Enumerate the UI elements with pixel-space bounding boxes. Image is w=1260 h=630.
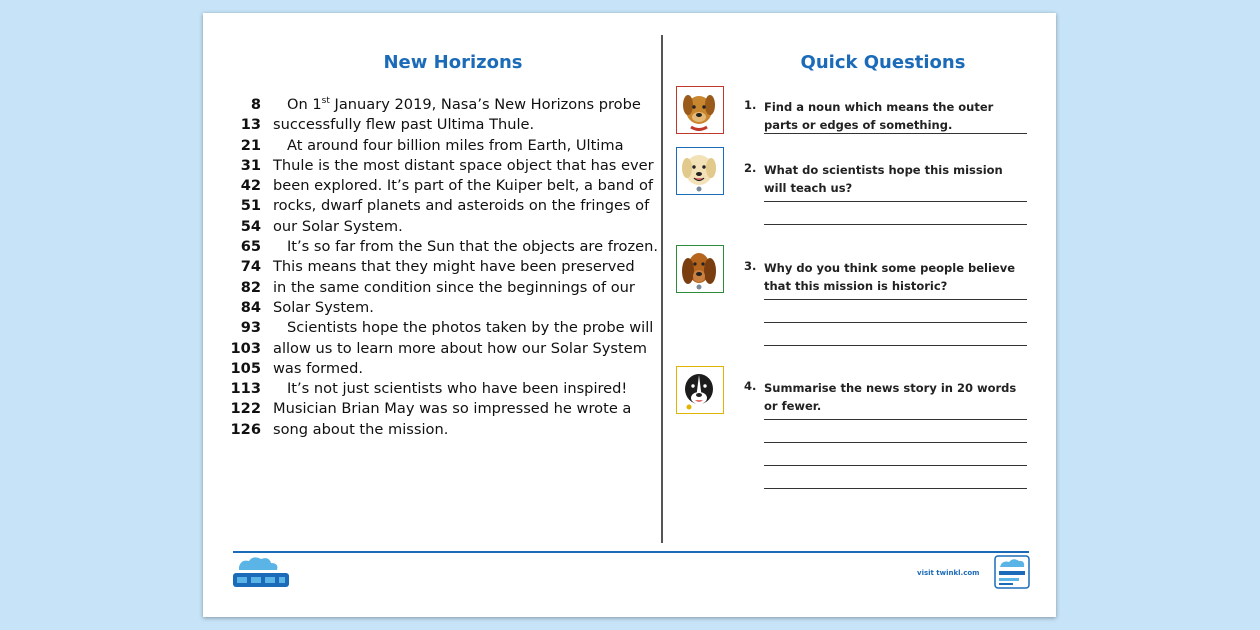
word-count: 54 [240,217,261,235]
question-4 [676,365,1031,495]
answer-line[interactable] [764,442,1027,443]
dog-head-icon [676,147,724,195]
questions-title: Quick Questions [800,52,966,73]
word-count: 122 [230,400,261,418]
passage-text: rocks, dwarf planets and asteroids on the fringes of [273,197,650,215]
reading-title: New Horizons [383,52,523,73]
word-count: 31 [240,156,261,174]
word-count: 65 [240,238,261,256]
word-count: 126 [230,420,261,438]
answer-line[interactable] [764,299,1027,300]
passage-line [225,217,655,237]
passage-line [225,379,655,399]
word-count: 8 [250,96,261,113]
passage-text: This means that they might have been preserved [273,258,635,276]
word-count: 82 [240,278,261,296]
passage-text: It’s so far from the Sun that the objects are frozen. [287,238,658,256]
passage-text: At around four billion miles from Earth, Ultima [287,136,624,154]
passage-line [225,95,655,115]
passage-text: It’s not just scientists who have been inspired! [287,380,628,398]
visit-text[interactable]: visit twinkl.com [917,569,980,577]
word-count: 21 [240,136,261,154]
question-1 [676,85,1031,145]
question-number: 1. [744,98,757,112]
word-count: 113 [230,380,261,398]
passage-text: Scientists hope the photos taken by the probe will [287,319,654,337]
word-count: 105 [230,359,261,377]
passage-line [225,318,655,338]
passage-line [225,257,655,277]
answer-line[interactable] [764,322,1027,323]
passage-text: song about the mission. [273,420,449,438]
passage-line [225,237,658,257]
question-2 [676,146,1031,246]
passage-text: our Solar System. [273,217,403,235]
passage-line [225,359,655,379]
word-count: 84 [240,298,261,316]
footer-rule [233,551,1029,553]
column-divider [661,35,663,543]
answer-line[interactable] [764,224,1027,225]
reading-passage [225,95,658,440]
passage-line [225,399,655,419]
passage-text: been explored. It’s part of the Kuiper belt, a band of [273,177,654,195]
passage-text: allow us to learn more about how our Solar System [273,339,647,357]
word-count: 103 [230,339,261,357]
answer-line[interactable] [764,133,1027,134]
passage-line [225,339,655,359]
question-text: What do scientists hope this mission will teach us? [764,163,1003,195]
answer-line[interactable] [764,345,1027,346]
passage-line [225,278,655,298]
question-text: Find a noun which means the outer parts or edges of something. [764,100,994,132]
answer-line[interactable] [764,201,1027,202]
passage-text: Solar System. [273,298,374,316]
answer-line[interactable] [764,419,1027,420]
answer-line[interactable] [764,465,1027,466]
question-number: 2. [744,161,757,175]
answer-line[interactable] [764,488,1027,489]
passage-line [225,298,655,318]
worksheet-page [203,13,1056,617]
word-count: 74 [240,258,261,276]
question-3 [676,245,1031,365]
passage-line [225,196,655,216]
passage-text: successfully flew past Ultima Thule. [273,116,535,134]
passage-text: was formed. [273,359,364,377]
question-text: Summarise the news story in 20 words or fewer. [764,381,1017,413]
twinkl-newsroom-logo [231,555,291,591]
word-count: 93 [240,319,261,337]
dog-head-icon [676,366,724,414]
passage-text: Musician Brian May was so impressed he wrote a [273,400,632,418]
passage-line [225,136,655,156]
passage-line [225,115,655,135]
word-count: 13 [240,116,261,134]
dog-head-icon [676,245,724,293]
passage-text: On 1st January 2019, Nasa’s New Horizons probe [287,96,641,113]
passage-text: Thule is the most distant space object that has ever [273,156,654,174]
passage-line [225,176,655,196]
dog-head-icon [676,86,724,134]
word-count: 42 [240,177,261,195]
passage-line [225,420,655,440]
passage-text: in the same condition since the beginnings of our [273,278,635,296]
question-number: 3. [744,259,757,273]
question-text: Why do you think some people believe that this mission is historic? [764,261,1016,293]
word-count: 51 [240,197,261,215]
twinkl-logo [994,555,1030,589]
passage-line [225,156,655,176]
question-number: 4. [744,379,757,393]
